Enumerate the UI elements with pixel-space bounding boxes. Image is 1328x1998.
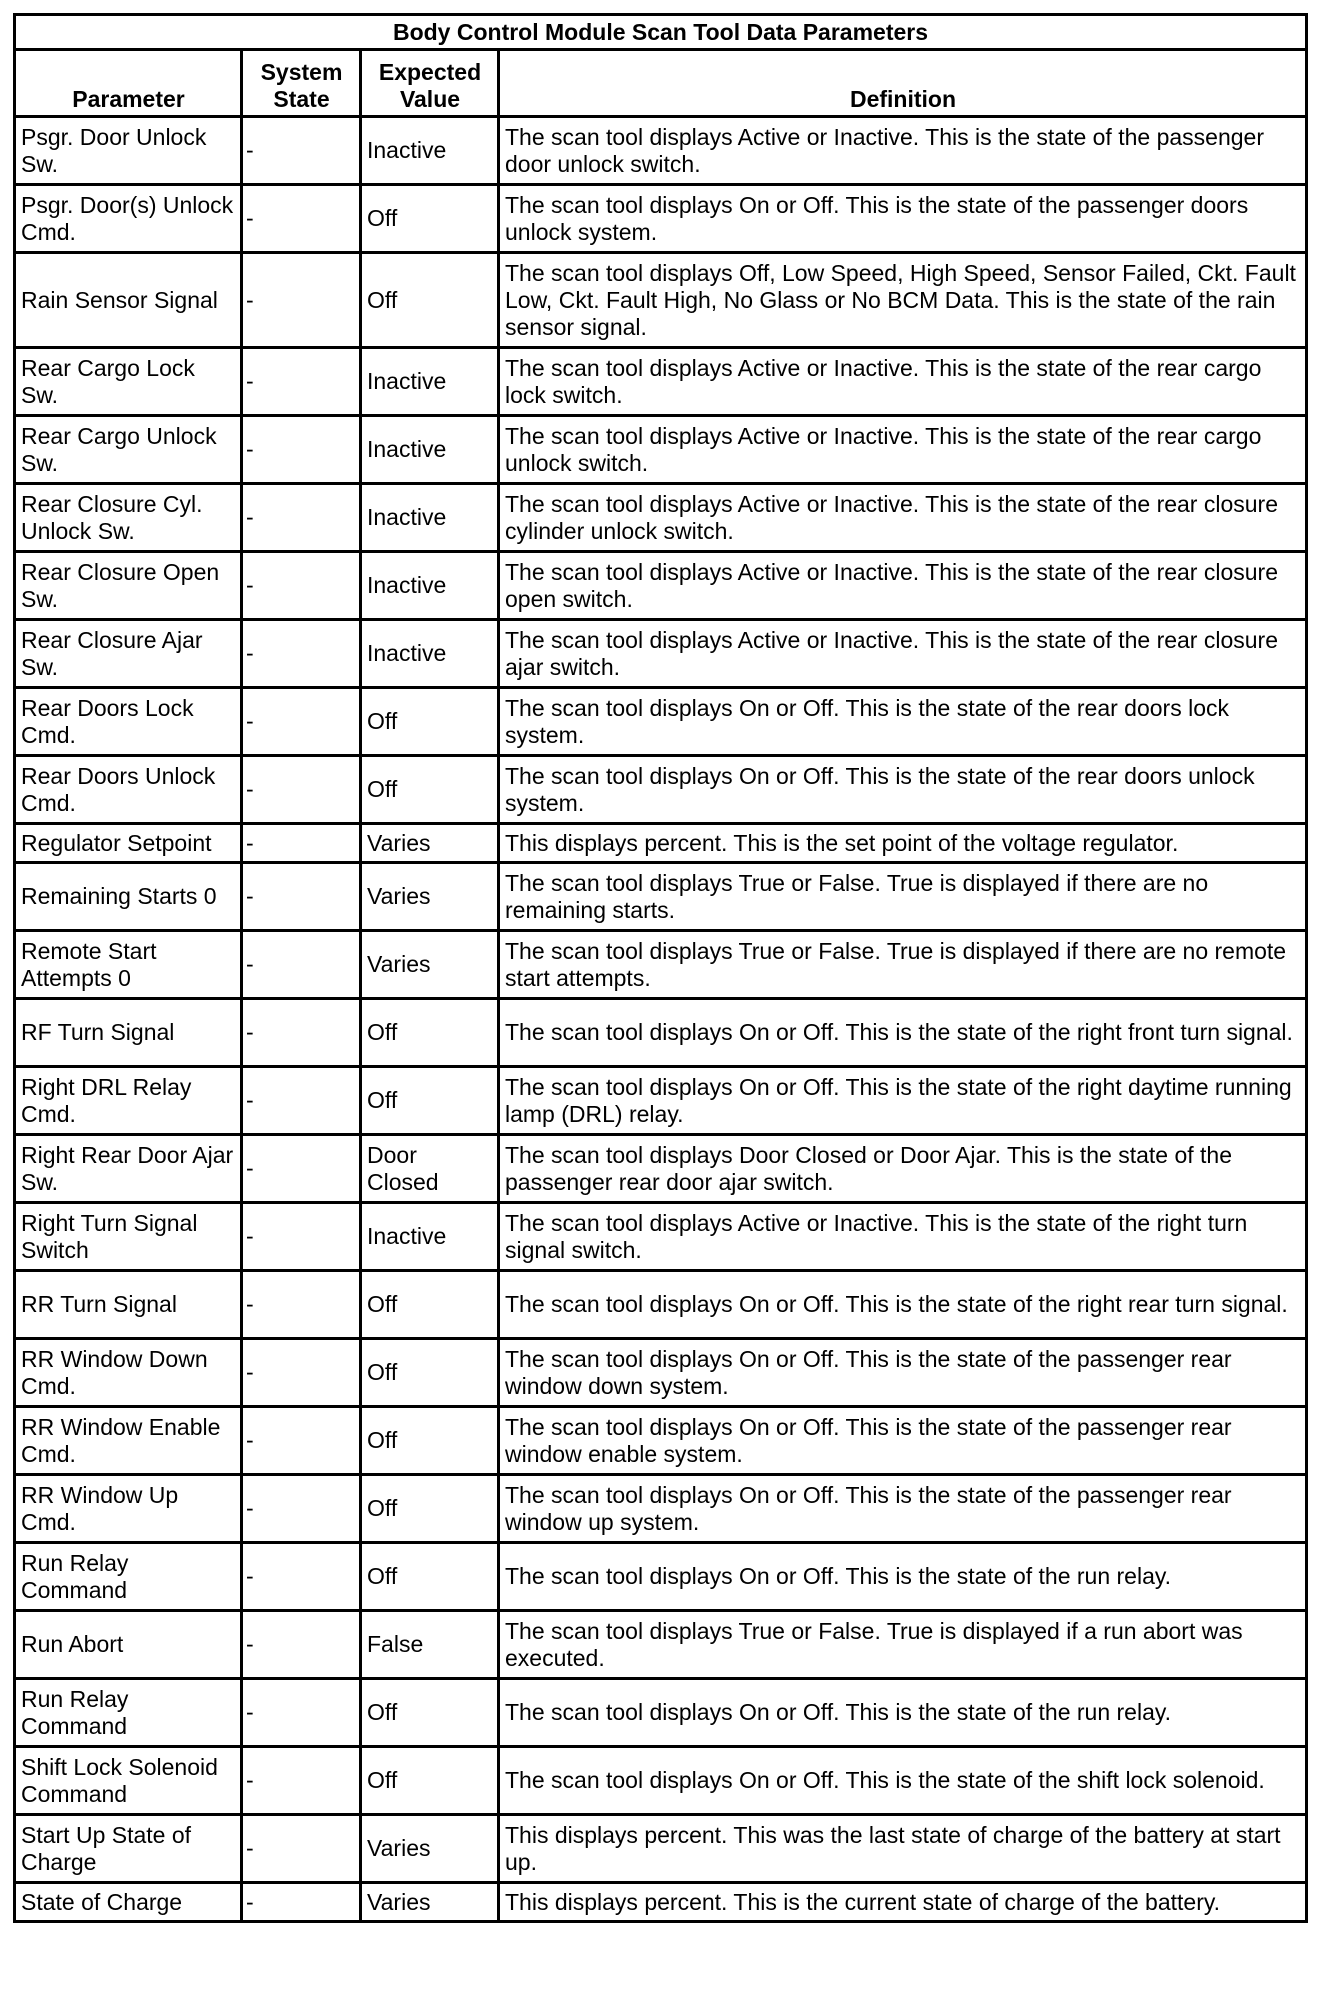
definition-cell: The scan tool displays Off, Low Speed, High Speed, Sensor Failed, Ckt. Fault Low, Ckt. Fault High, No Glass or No BCM Data. This is the state of the rain sensor signal. — [499, 253, 1307, 348]
parameter-cell: RR Window Up Cmd. — [15, 1475, 242, 1543]
definition-cell: The scan tool displays On or Off. This is the state of the right daytime running lamp (DRL) relay. — [499, 1067, 1307, 1135]
system-state-cell: - — [242, 1407, 361, 1475]
header-definition: Definition — [499, 50, 1307, 117]
table-row — [15, 824, 1307, 863]
scan-tool-data-table — [13, 13, 1308, 1923]
definition-cell: The scan tool displays Active or Inactive. This is the state of the right turn signal switch. — [499, 1203, 1307, 1271]
parameter-cell: Right DRL Relay Cmd. — [15, 1067, 242, 1135]
system-state-cell: - — [242, 1611, 361, 1679]
table-row — [15, 1475, 1307, 1543]
parameter-cell: Rear Closure Ajar Sw. — [15, 620, 242, 688]
header-parameter: Parameter — [15, 50, 242, 117]
table-row — [15, 1339, 1307, 1407]
expected-value-cell: Off — [361, 1067, 499, 1135]
expected-value-cell: Varies — [361, 1815, 499, 1883]
system-state-cell: - — [242, 931, 361, 999]
system-state-cell: - — [242, 1679, 361, 1747]
expected-value-cell: Off — [361, 1271, 499, 1339]
parameter-cell: RF Turn Signal — [15, 999, 242, 1067]
system-state-cell: - — [242, 185, 361, 253]
parameter-cell: Remote Start Attempts 0 — [15, 931, 242, 999]
table-row — [15, 1815, 1307, 1883]
table-row — [15, 1883, 1307, 1922]
definition-cell: The scan tool displays Active or Inactive. This is the state of the passenger door unlock switch. — [499, 117, 1307, 185]
table-row — [15, 1067, 1307, 1135]
definition-cell: The scan tool displays On or Off. This is the state of the passenger doors unlock system. — [499, 185, 1307, 253]
table-row — [15, 1679, 1307, 1747]
system-state-cell: - — [242, 1475, 361, 1543]
definition-cell: The scan tool displays On or Off. This is the state of the shift lock solenoid. — [499, 1747, 1307, 1815]
system-state-cell: - — [242, 117, 361, 185]
table-row — [15, 756, 1307, 824]
table-body — [15, 117, 1307, 1922]
system-state-cell: - — [242, 1883, 361, 1922]
table-row — [15, 1611, 1307, 1679]
parameter-cell: Run Relay Command — [15, 1679, 242, 1747]
expected-value-cell: Off — [361, 688, 499, 756]
header-expected-value: Expected Value — [361, 50, 499, 117]
table-row — [15, 185, 1307, 253]
definition-cell: The scan tool displays True or False. True is displayed if there are no remote start attempts. — [499, 931, 1307, 999]
expected-value-cell: Off — [361, 1475, 499, 1543]
expected-value-cell: Off — [361, 1747, 499, 1815]
parameter-cell: Psgr. Door(s) Unlock Cmd. — [15, 185, 242, 253]
expected-value-cell: Off — [361, 253, 499, 348]
system-state-cell: - — [242, 620, 361, 688]
table-row — [15, 931, 1307, 999]
expected-value-cell: Inactive — [361, 552, 499, 620]
parameter-cell: Regulator Setpoint — [15, 824, 242, 863]
expected-value-cell: Off — [361, 1543, 499, 1611]
definition-cell: The scan tool displays On or Off. This is the state of the rear doors unlock system. — [499, 756, 1307, 824]
system-state-cell: - — [242, 348, 361, 416]
table-row — [15, 1407, 1307, 1475]
definition-cell: The scan tool displays Active or Inactive. This is the state of the rear closure open switch. — [499, 552, 1307, 620]
expected-value-cell: Inactive — [361, 1203, 499, 1271]
system-state-cell: - — [242, 416, 361, 484]
definition-cell: The scan tool displays On or Off. This is the state of the right front turn signal. — [499, 999, 1307, 1067]
header-system-state: System State — [242, 50, 361, 117]
definition-cell: The scan tool displays On or Off. This is the state of the rear doors lock system. — [499, 688, 1307, 756]
parameter-cell: RR Window Enable Cmd. — [15, 1407, 242, 1475]
parameter-cell: Rain Sensor Signal — [15, 253, 242, 348]
definition-cell: The scan tool displays Door Closed or Door Ajar. This is the state of the passenger rear door ajar switch. — [499, 1135, 1307, 1203]
system-state-cell: - — [242, 1067, 361, 1135]
definition-cell: This displays percent. This is the current state of charge of the battery. — [499, 1883, 1307, 1922]
parameter-cell: Shift Lock Solenoid Command — [15, 1747, 242, 1815]
system-state-cell: - — [242, 1815, 361, 1883]
expected-value-cell: Inactive — [361, 416, 499, 484]
system-state-cell: - — [242, 484, 361, 552]
system-state-cell: - — [242, 756, 361, 824]
system-state-cell: - — [242, 824, 361, 863]
table-row — [15, 1135, 1307, 1203]
table-row — [15, 1747, 1307, 1815]
system-state-cell: - — [242, 1543, 361, 1611]
expected-value-cell: Inactive — [361, 117, 499, 185]
definition-cell: The scan tool displays Active or Inactive. This is the state of the rear closure cylinder unlock switch. — [499, 484, 1307, 552]
parameter-cell: Rear Closure Open Sw. — [15, 552, 242, 620]
system-state-cell: - — [242, 1271, 361, 1339]
expected-value-cell: False — [361, 1611, 499, 1679]
table-row — [15, 348, 1307, 416]
parameter-cell: RR Window Down Cmd. — [15, 1339, 242, 1407]
parameter-cell: Run Abort — [15, 1611, 242, 1679]
table-row — [15, 863, 1307, 931]
definition-cell: The scan tool displays On or Off. This is the state of the run relay. — [499, 1543, 1307, 1611]
table-row — [15, 1543, 1307, 1611]
expected-value-cell: Inactive — [361, 484, 499, 552]
table-row — [15, 1271, 1307, 1339]
expected-value-cell: Varies — [361, 931, 499, 999]
definition-cell: This displays percent. This is the set point of the voltage regulator. — [499, 824, 1307, 863]
expected-value-cell: Off — [361, 999, 499, 1067]
system-state-cell: - — [242, 552, 361, 620]
parameter-cell: Run Relay Command — [15, 1543, 242, 1611]
parameter-cell: RR Turn Signal — [15, 1271, 242, 1339]
expected-value-cell: Varies — [361, 824, 499, 863]
expected-value-cell: Off — [361, 1339, 499, 1407]
table-row — [15, 117, 1307, 185]
definition-cell: The scan tool displays Active or Inactive. This is the state of the rear cargo lock switch. — [499, 348, 1307, 416]
table-row — [15, 416, 1307, 484]
table-row — [15, 484, 1307, 552]
definition-cell: The scan tool displays Active or Inactive. This is the state of the rear closure ajar switch. — [499, 620, 1307, 688]
table-row — [15, 620, 1307, 688]
system-state-cell: - — [242, 1135, 361, 1203]
expected-value-cell: Off — [361, 1407, 499, 1475]
definition-cell: The scan tool displays On or Off. This is the state of the run relay. — [499, 1679, 1307, 1747]
parameter-cell: Rear Doors Lock Cmd. — [15, 688, 242, 756]
expected-value-cell: Varies — [361, 1883, 499, 1922]
table-row — [15, 552, 1307, 620]
expected-value-cell: Off — [361, 185, 499, 253]
system-state-cell: - — [242, 999, 361, 1067]
table-row — [15, 999, 1307, 1067]
parameter-cell: Remaining Starts 0 — [15, 863, 242, 931]
parameter-cell: Psgr. Door Unlock Sw. — [15, 117, 242, 185]
expected-value-cell: Off — [361, 1679, 499, 1747]
definition-cell: The scan tool displays Active or Inactive. This is the state of the rear cargo unlock switch. — [499, 416, 1307, 484]
system-state-cell: - — [242, 688, 361, 756]
parameter-cell: Rear Doors Unlock Cmd. — [15, 756, 242, 824]
expected-value-cell: Varies — [361, 863, 499, 931]
definition-cell: The scan tool displays On or Off. This is the state of the right rear turn signal. — [499, 1271, 1307, 1339]
system-state-cell: - — [242, 1203, 361, 1271]
expected-value-cell: Door Closed — [361, 1135, 499, 1203]
table-row — [15, 253, 1307, 348]
system-state-cell: - — [242, 253, 361, 348]
parameter-cell: Start Up State of Charge — [15, 1815, 242, 1883]
system-state-cell: - — [242, 863, 361, 931]
parameter-cell: Right Rear Door Ajar Sw. — [15, 1135, 242, 1203]
definition-cell: The scan tool displays True or False. True is displayed if a run abort was executed. — [499, 1611, 1307, 1679]
definition-cell: The scan tool displays True or False. True is displayed if there are no remaining starts. — [499, 863, 1307, 931]
parameter-cell: Rear Closure Cyl. Unlock Sw. — [15, 484, 242, 552]
definition-cell: The scan tool displays On or Off. This is the state of the passenger rear window enable system. — [499, 1407, 1307, 1475]
table-row — [15, 1203, 1307, 1271]
expected-value-cell: Inactive — [361, 620, 499, 688]
expected-value-cell: Off — [361, 756, 499, 824]
parameter-cell: Right Turn Signal Switch — [15, 1203, 242, 1271]
system-state-cell: - — [242, 1339, 361, 1407]
definition-cell: The scan tool displays On or Off. This is the state of the passenger rear window down system. — [499, 1339, 1307, 1407]
table-title: Body Control Module Scan Tool Data Parameters — [15, 15, 1307, 50]
parameter-cell: Rear Cargo Lock Sw. — [15, 348, 242, 416]
definition-cell: This displays percent. This was the last state of charge of the battery at start up. — [499, 1815, 1307, 1883]
expected-value-cell: Inactive — [361, 348, 499, 416]
definition-cell: The scan tool displays On or Off. This is the state of the passenger rear window up system. — [499, 1475, 1307, 1543]
system-state-cell: - — [242, 1747, 361, 1815]
table-row — [15, 688, 1307, 756]
parameter-cell: State of Charge — [15, 1883, 242, 1922]
parameter-cell: Rear Cargo Unlock Sw. — [15, 416, 242, 484]
